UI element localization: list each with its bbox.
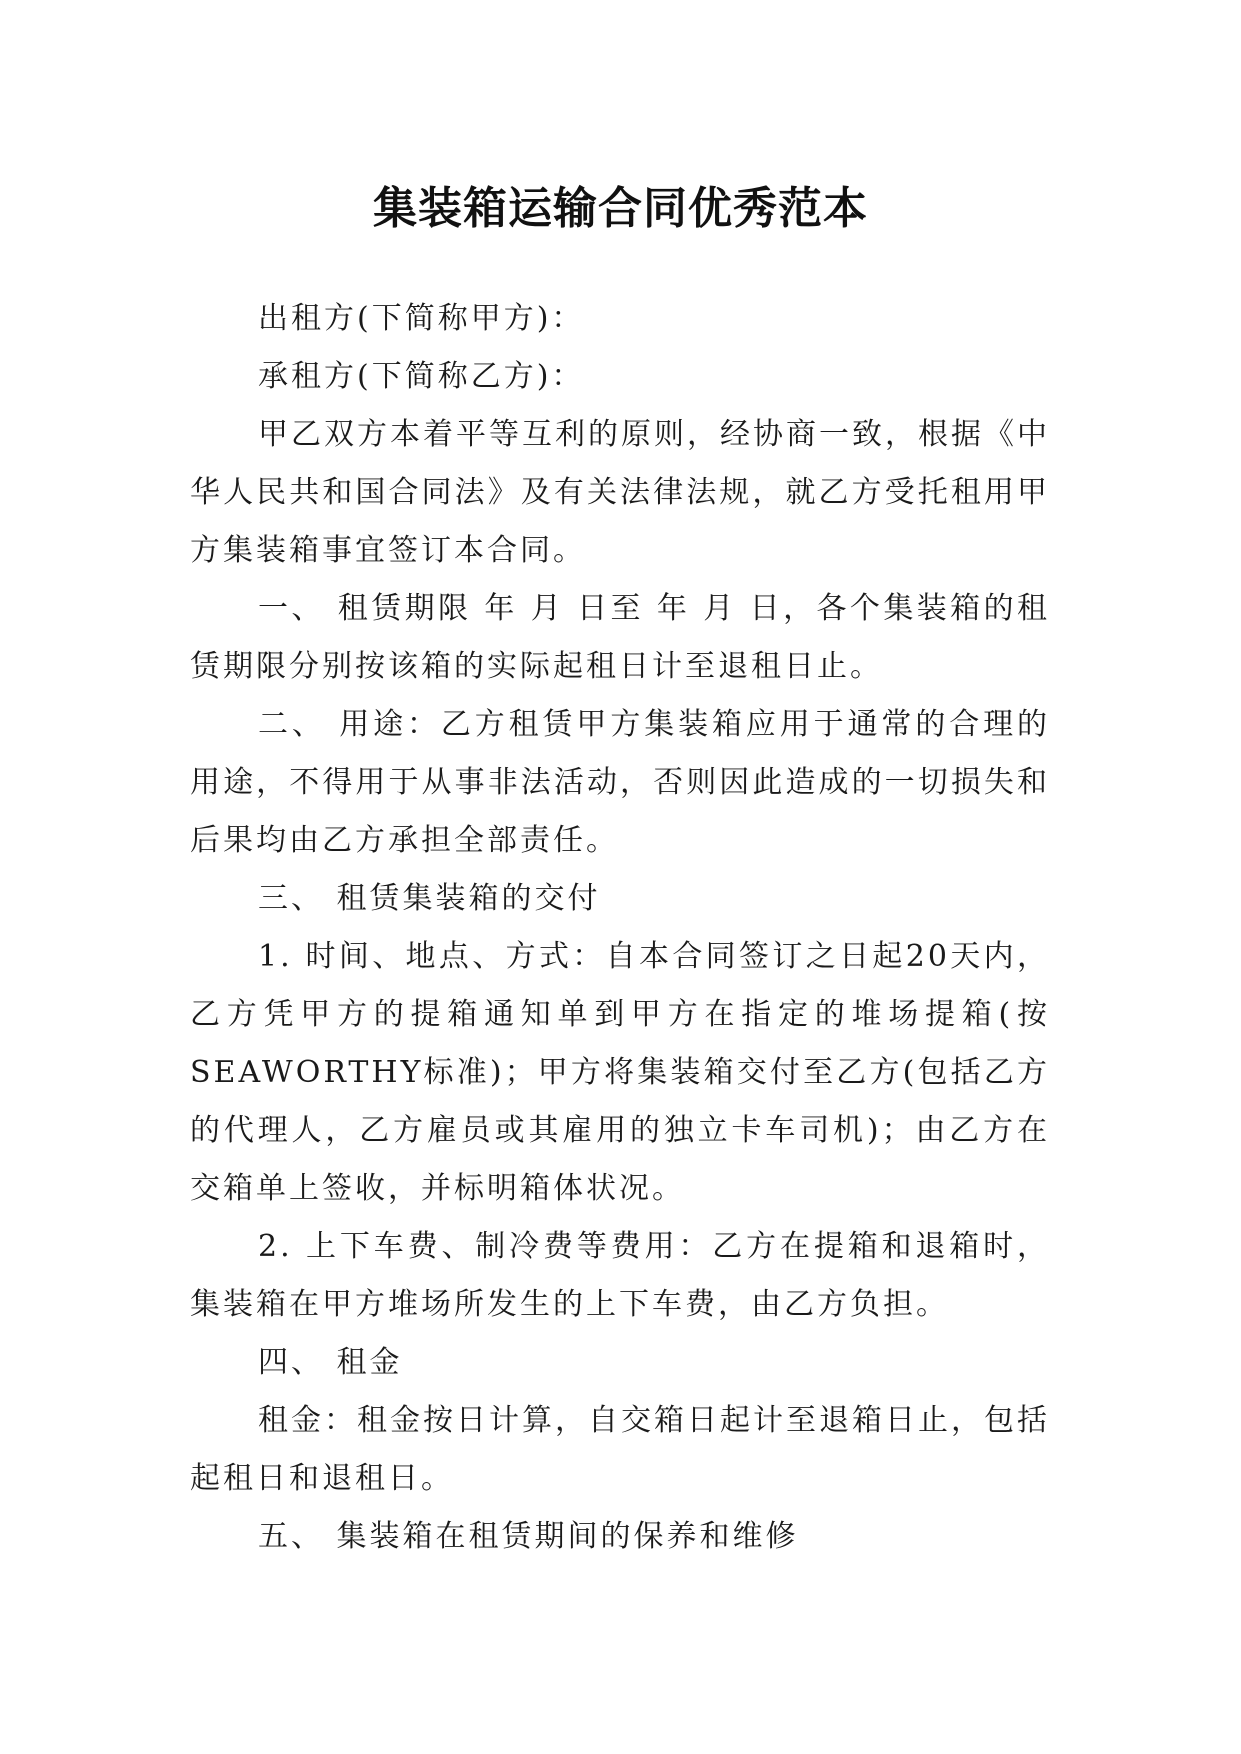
paragraph-clause-5-heading: 五、 集装箱在租赁期间的保养和维修 xyxy=(258,1519,799,1554)
document-title: 集装箱运输合同优秀范本 xyxy=(373,183,868,235)
paragraph-clause-4-rent: 租金：租金按日计算，自交箱日起计至退箱日止，包括起租日和退租日。 xyxy=(190,1403,1050,1496)
paragraph-lessor: 出租方(下简称甲方)： xyxy=(258,301,585,336)
document-body xyxy=(190,290,1050,1566)
paragraph-lessee: 承租方(下简称乙方)： xyxy=(258,359,585,394)
paragraph-clause-3-1: 1. 时间、地点、方式：自本合同签订之日起20天内，乙方凭甲方的提箱通知单到甲方在指定的堆场提箱(按SEAWORTHY标准)；甲方将集装箱交付至乙方(包括乙方的代理人，乙方雇员或其雇用的独立卡车司机)；由乙方在交箱单上签收，并标明箱体状况。 xyxy=(190,939,1050,1206)
paragraph-clause-2-use: 二、 用途：乙方租赁甲方集装箱应用于通常的合理的用途，不得用于从事非法活动，否则因此造成的一切损失和后果均由乙方承担全部责任。 xyxy=(190,707,1050,858)
paragraph-clause-4-heading: 四、 租金 xyxy=(258,1345,403,1380)
paragraph-clause-1-term: 一、 租赁期限 年 月 日至 年 月 日，各个集装箱的租赁期限分别按该箱的实际起租日计至退租日止。 xyxy=(190,591,1050,684)
paragraph-clause-3-2: 2. 上下车费、制冷费等费用：乙方在提箱和退箱时，集装箱在甲方堆场所发生的上下车费，由乙方负担。 xyxy=(190,1229,1050,1322)
paragraph-clause-3-heading: 三、 租赁集装箱的交付 xyxy=(258,881,601,916)
paragraph-preamble: 甲乙双方本着平等互利的原则，经协商一致，根据《中华人民共和国合同法》及有关法律法规，就乙方受托租用甲方集装箱事宜签订本合同。 xyxy=(190,417,1050,568)
